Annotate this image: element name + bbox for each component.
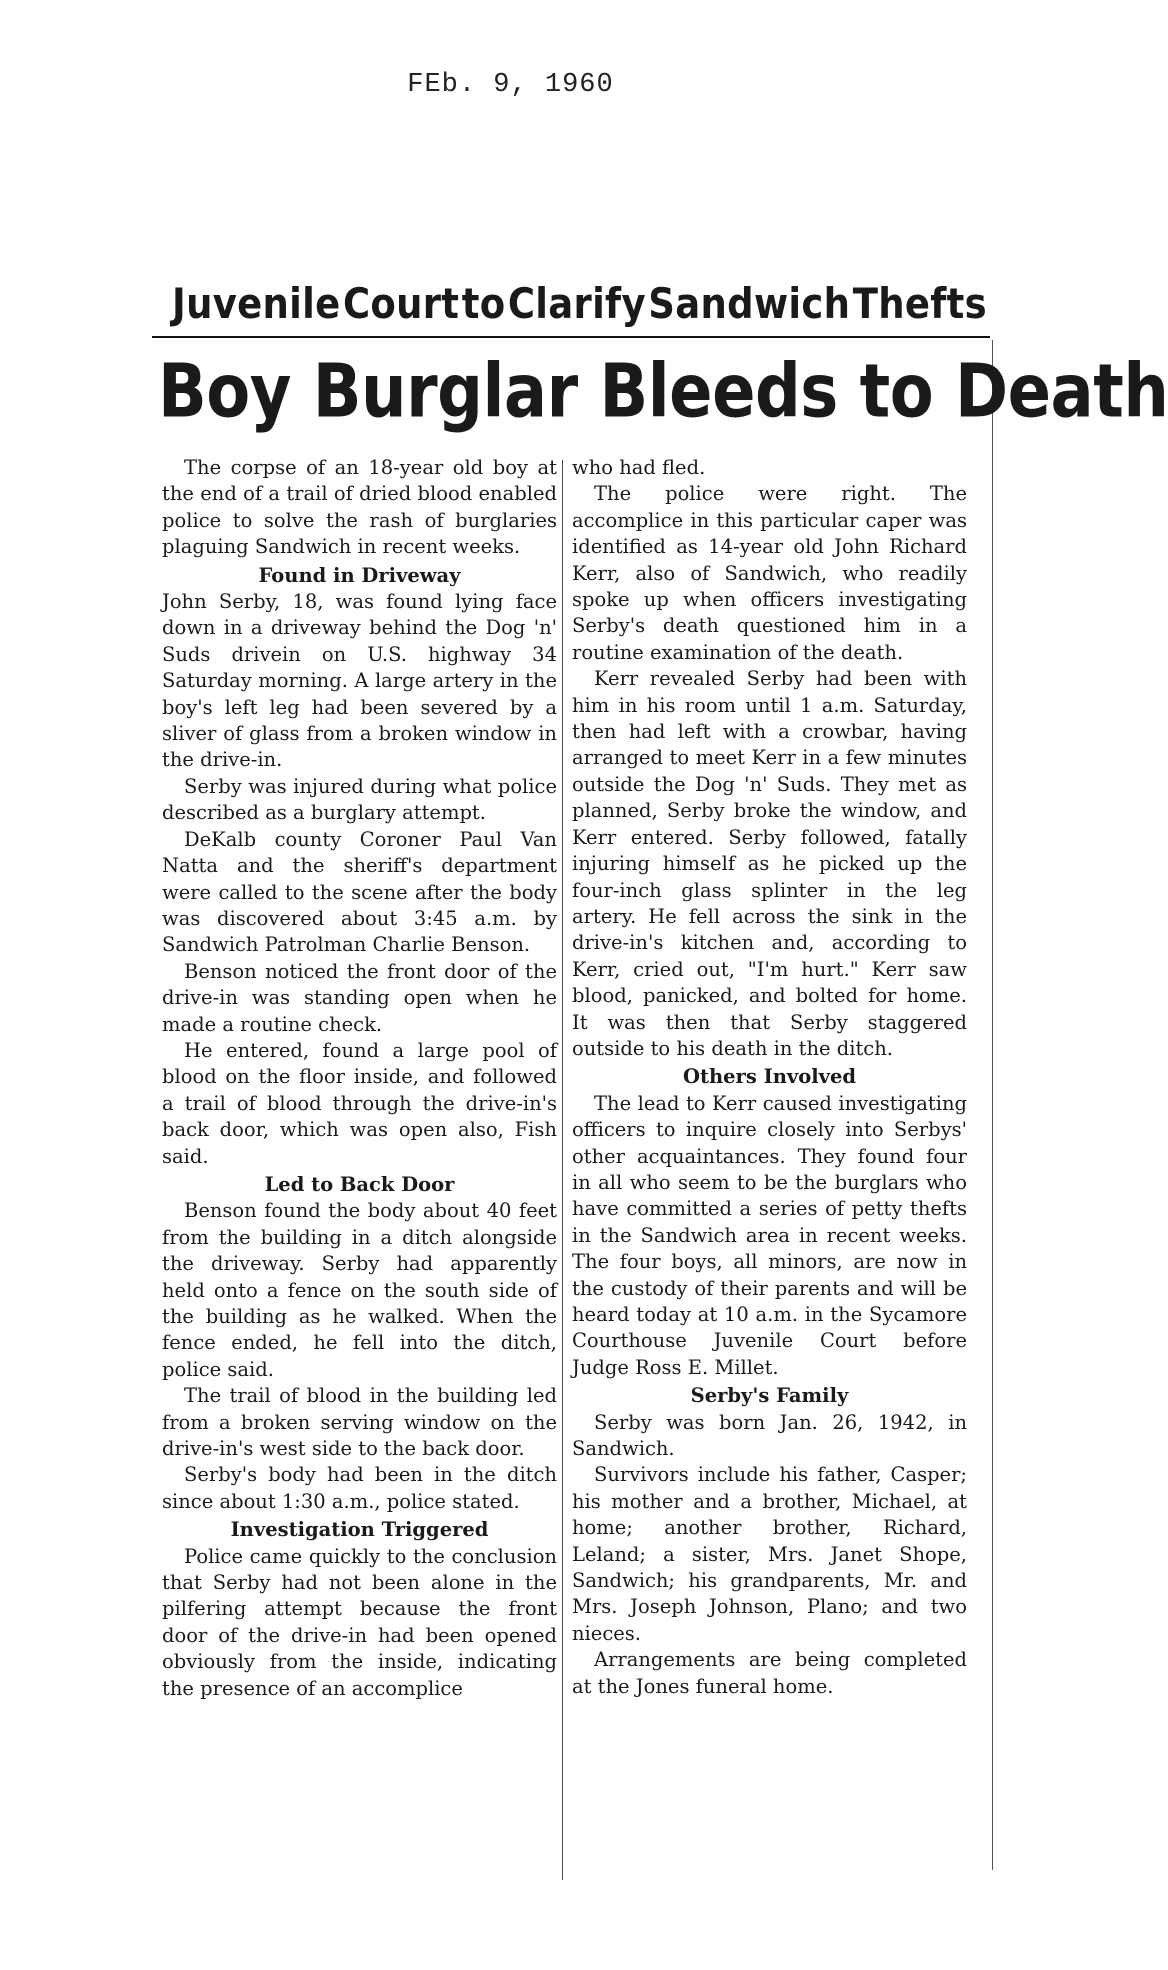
paragraph: Serby's body had been in the ditch since about 1:30 a.m., police stated. xyxy=(162,1463,557,1513)
kicker-word: Sandwich xyxy=(648,280,851,329)
paragraph: who had fled. xyxy=(572,456,706,479)
subhead: Found in Driveway xyxy=(258,563,461,587)
paragraph: Serby was injured during what police described as a burglary attempt. xyxy=(162,774,557,825)
paragraph: Police came quickly to the conclusion that Serby had not been alone in the pilfering attempt because the front door of the drive-in had been opened obviously from the inside, indicating the presence of an accomplice xyxy=(162,1544,557,1700)
paragraph: Benson found the body about 40 feet from the building in a ditch alongside the driveway. Serby had apparently held onto a fence on the south side of the building as he walked. When the fence ended, he fell into the ditch, police said. xyxy=(162,1199,557,1381)
kicker-word: Juvenile xyxy=(172,280,341,329)
newspaper-clipping xyxy=(150,280,1168,1910)
paragraph: He entered, found a large pool of blood on the floor inside, and followed a trail of blood through the drive-in's back door, which was open also, Fish said. xyxy=(162,1038,557,1168)
page-date: FEb. 9, 1960 xyxy=(407,70,614,100)
paragraph: Kerr revealed Serby had been with him in his room until 1 a.m. Saturday, then had left with a crowbar, having arranged to meet Kerr in a few minutes outside the Dog 'n' Suds. They met as planned, Serby broke the window, and Kerr entered. Serby followed, fatally injuring himself as he picked up the four-inch glass splinter in the leg artery. He fell across the sink in the drive-in's kitchen and, according to Kerr, cried out, "I'm hurt." Kerr saw blood, panicked, and bolted for home. It was then that Serby staggered outside to his death in the ditch. xyxy=(572,667,967,1060)
subhead: Investigation Triggered xyxy=(230,1518,489,1542)
article-column-right xyxy=(572,455,967,1700)
paragraph: Arrangements are being completed at the Jones funeral home. xyxy=(572,1648,967,1698)
subhead: Others Involved xyxy=(682,1065,857,1089)
subhead: Serby's Family xyxy=(690,1384,849,1408)
kicker-word: to xyxy=(461,280,506,329)
column-divider xyxy=(562,460,563,1880)
paragraph: The lead to Kerr caused investigating officers to inquire closely into Serbys' other acquaintances. They found four in all who seem to be the burglars who have committed a series of petty thefts in the Sandwich area in recent weeks. The four boys, all minors, are now in the custody of their parents and will be heard today at 10 a.m. in the Sycamore Courthouse Juvenile Court before Judge Ross E. Millet. xyxy=(572,1091,967,1379)
clipping-edge xyxy=(992,340,993,1870)
main-headline: Boy Burglar Bleeds to Death xyxy=(158,350,1168,436)
paragraph: Serby was born Jan. 26, 1942, in Sandwich. xyxy=(572,1410,967,1461)
kicker-word: Court xyxy=(342,280,460,329)
paragraph: The police were right. The accomplice in this particular caper was identified as 14-year old John Richard Kerr, also of Sandwich, who readily spoke up when officers investigating Serby's death questioned him in a routine examination of the death. xyxy=(572,482,967,664)
kicker-rule xyxy=(152,336,990,338)
paragraph: The trail of blood in the building led from a broken serving window on the drive-in's west side to the back door. xyxy=(162,1384,557,1461)
subhead: Led to Back Door xyxy=(264,1172,455,1196)
kicker-word: Thefts xyxy=(852,280,987,329)
paragraph: John Serby, 18, was found lying face down in a driveway behind the Dog 'n' Suds drivein on U.S. highway 34 Saturday morning. A large artery in the boy's left leg had been severed by a sliver of glass from a broken window in the drive-in. xyxy=(162,590,557,772)
paragraph: DeKalb county Coroner Paul Van Natta and the sheriff's department were called to the scene after the body was discovered about 3:45 a.m. by Sandwich Patrolman Charlie Benson. xyxy=(162,827,557,957)
paragraph: Benson noticed the front door of the drive-in was standing open when he made a routine check. xyxy=(162,959,557,1036)
kicker-word: Clarify xyxy=(507,280,646,329)
kicker-headline xyxy=(172,280,987,328)
paragraph: Survivors include his father, Casper; his mother and a brother, Michael, at home; another brother, Richard, Leland; a sister, Mrs. Janet Shope, Sandwich; his grandparents, Mr. and Mrs. Joseph Johnson, Plano; and two nieces. xyxy=(572,1463,967,1645)
article-column-left xyxy=(162,455,557,1702)
paragraph: The corpse of an 18-year old boy at the end of a trail of dried blood enabled police to solve the rash of burglaries plaguing Sandwich in recent weeks. xyxy=(162,456,557,559)
